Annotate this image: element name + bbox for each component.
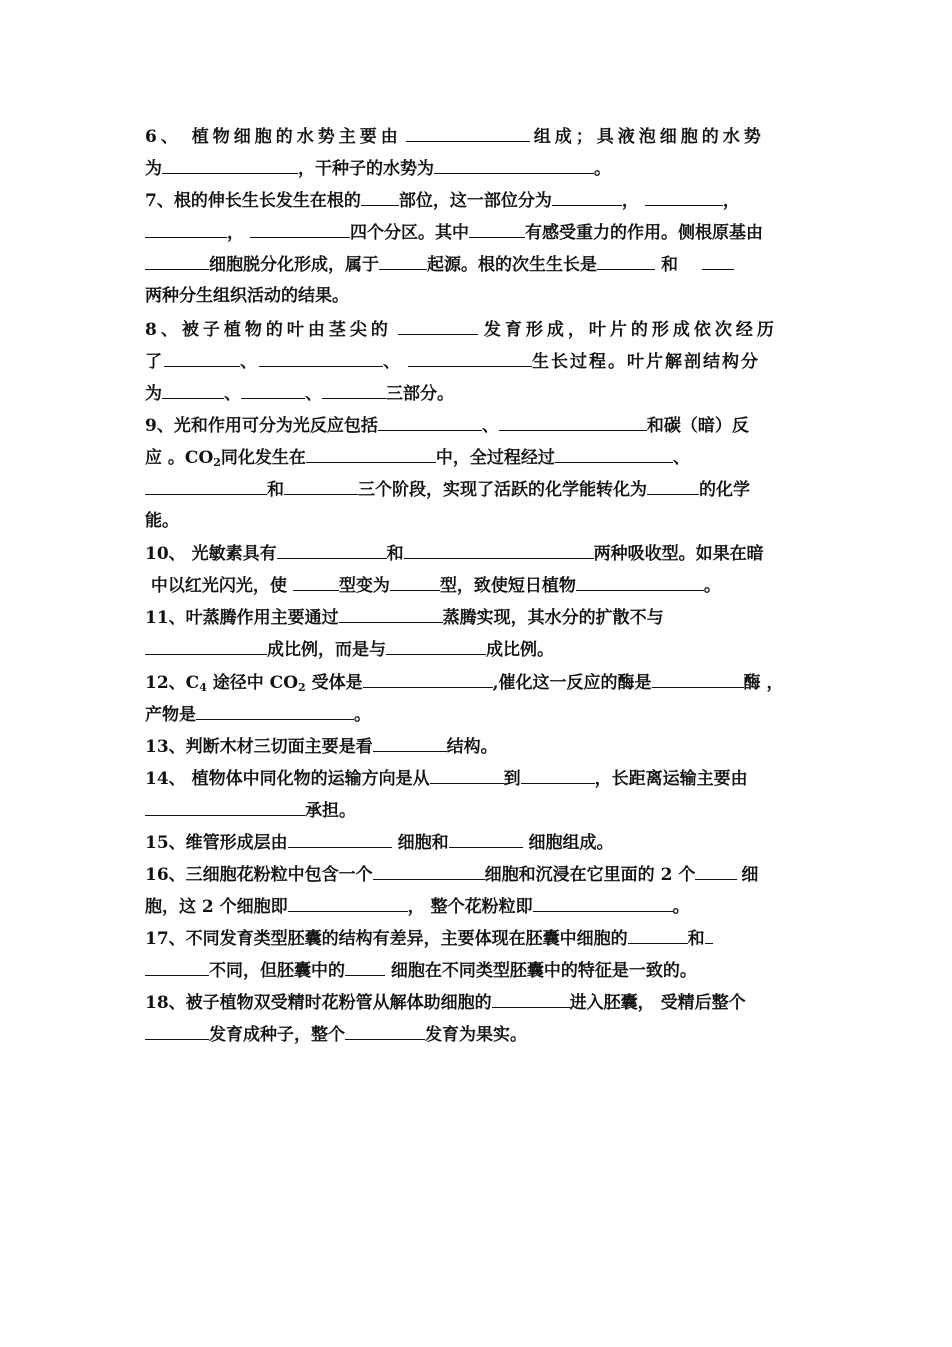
- answer-blank[interactable]: [162, 156, 298, 174]
- answer-blank[interactable]: [241, 381, 305, 399]
- q9-line-1: 9、光和作用可分为光反应包括 、 和碳（暗）反: [145, 413, 825, 438]
- answer-blank[interactable]: [145, 252, 209, 270]
- answer-blank[interactable]: [145, 1022, 209, 1040]
- q14-line-2: 承担。: [145, 798, 825, 823]
- answer-blank[interactable]: [628, 926, 688, 944]
- answer-blank[interactable]: [145, 798, 305, 816]
- q9-line-3: 和 三个阶段，实现了活跃的化学能转化为 的化学: [145, 477, 825, 502]
- answer-blank[interactable]: [576, 573, 704, 591]
- answer-blank[interactable]: [145, 477, 267, 495]
- answer-blank[interactable]: [469, 220, 525, 238]
- q17-line-2: 不同，但胚囊中的 细胞在不同类型胚囊中的特征是一致的。: [145, 958, 825, 983]
- q6-line-2: 为 ，干种子的水势为 。: [145, 156, 825, 181]
- answer-blank[interactable]: [284, 477, 358, 495]
- answer-blank[interactable]: [404, 541, 594, 559]
- answer-blank[interactable]: [398, 317, 478, 335]
- answer-blank[interactable]: [597, 252, 655, 270]
- q12-line-1: 12、$C_4$ 途径中 $CO_2$ 受体是 ,催化这一反应的酶是 酶 ，: [145, 670, 825, 700]
- answer-blank[interactable]: [705, 926, 713, 944]
- q16-line-1: 16、三细胞花粉粒中包含一个 细胞和沉浸在它里面的 2 个 细: [145, 862, 825, 887]
- q10-line-2: 中以红光闪光，使 型变为 型，致使短日植物 。: [145, 573, 825, 598]
- answer-blank[interactable]: [145, 637, 267, 655]
- q18-line-1: 18、被子植物双受精时花粉管从解体助细胞的 进入胚囊， 受精后整个: [145, 990, 825, 1015]
- answer-blank[interactable]: [492, 990, 570, 1008]
- answer-blank[interactable]: [386, 637, 486, 655]
- answer-blank[interactable]: [408, 349, 532, 367]
- answer-blank[interactable]: [552, 188, 622, 206]
- q9-line-4: 能。: [145, 511, 179, 531]
- q7-line-2: ， 四个分区。其中 有感受重力的作用。侧根原基由: [145, 220, 825, 245]
- answer-blank[interactable]: [390, 573, 440, 591]
- answer-blank[interactable]: [521, 766, 595, 784]
- q7-line-3: 细胞脱分化形成，属于 起源。根的次生生长是 和: [145, 252, 825, 277]
- q9-line-2: 应 。$CO_2$同化发生在 中，全过程经过 、: [145, 445, 825, 475]
- answer-blank[interactable]: [250, 220, 350, 238]
- answer-blank[interactable]: [379, 252, 427, 270]
- answer-blank[interactable]: [288, 830, 392, 848]
- q12-line-2: 产物是 。: [145, 702, 825, 727]
- answer-blank[interactable]: [378, 413, 482, 431]
- q14-line-1: 14、 植物体中同化物的运输方向是从 到 ，长距离运输主要由: [145, 766, 825, 791]
- answer-blank[interactable]: [645, 188, 723, 206]
- answer-blank[interactable]: [449, 830, 523, 848]
- answer-blank[interactable]: [345, 958, 385, 976]
- answer-blank[interactable]: [430, 766, 504, 784]
- answer-blank[interactable]: [499, 413, 647, 431]
- answer-blank[interactable]: [434, 156, 594, 174]
- answer-blank[interactable]: [145, 958, 209, 976]
- answer-blank[interactable]: [339, 605, 443, 623]
- answer-blank[interactable]: [373, 862, 485, 880]
- answer-blank[interactable]: [277, 541, 387, 559]
- q7-line-1: 7、根的伸长生长发生在根的 部位，这一部位分为 ， ，: [145, 188, 825, 213]
- answer-blank[interactable]: [361, 188, 399, 206]
- q6-line-1: 6、 植物细胞的水势主要由 组成；具液泡细胞的水势: [145, 124, 825, 149]
- answer-blank[interactable]: [555, 445, 673, 463]
- answer-blank[interactable]: [145, 220, 227, 238]
- answer-blank[interactable]: [695, 862, 737, 880]
- q15-line-1: 15、维管形成层由 细胞和 细胞组成。: [145, 830, 825, 855]
- answer-blank[interactable]: [306, 445, 436, 463]
- answer-blank[interactable]: [259, 349, 383, 367]
- q8-line-1: 8、被子植物的叶由茎尖的 发育形成，叶片的形成依次经历: [145, 317, 825, 342]
- answer-blank[interactable]: [363, 670, 493, 688]
- q17-line-1: 17、不同发育类型胚囊的结构有差异，主要体现在胚囊中细胞的 和: [145, 926, 825, 951]
- q8-line-2: 了 、 、 生长过程。叶片解剖结构分: [145, 349, 825, 374]
- answer-blank[interactable]: [196, 702, 354, 720]
- answer-blank[interactable]: [533, 894, 673, 912]
- answer-blank[interactable]: [373, 734, 447, 752]
- q10-line-1: 10、 光敏素具有 和 两种吸收型。如果在暗: [145, 541, 825, 566]
- q8-line-3: 为 、 、 三部分。: [145, 381, 825, 406]
- answer-blank[interactable]: [322, 381, 386, 399]
- answer-blank[interactable]: [288, 894, 408, 912]
- answer-blank[interactable]: [702, 252, 734, 270]
- q11-line-1: 11、叶蒸腾作用主要通过 蒸腾实现，其水分的扩散不与: [145, 605, 825, 630]
- answer-blank[interactable]: [164, 349, 240, 367]
- answer-blank[interactable]: [162, 381, 224, 399]
- answer-blank[interactable]: [652, 670, 744, 688]
- q13-line-1: 13、判断木材三切面主要是看 结构。: [145, 734, 825, 759]
- q18-line-2: 发育成种子，整个 发育为果实。: [145, 1022, 825, 1047]
- answer-blank[interactable]: [406, 124, 530, 142]
- answer-blank[interactable]: [345, 1022, 425, 1040]
- q7-line-4: 两种分生组织活动的结果。: [145, 286, 349, 306]
- answer-blank[interactable]: [647, 477, 699, 495]
- answer-blank[interactable]: [293, 573, 339, 591]
- q16-line-2: 胞，这 2 个细胞即 ， 整个花粉粒即 。: [145, 894, 825, 919]
- q11-line-2: 成比例，而是与 成比例。: [145, 637, 825, 662]
